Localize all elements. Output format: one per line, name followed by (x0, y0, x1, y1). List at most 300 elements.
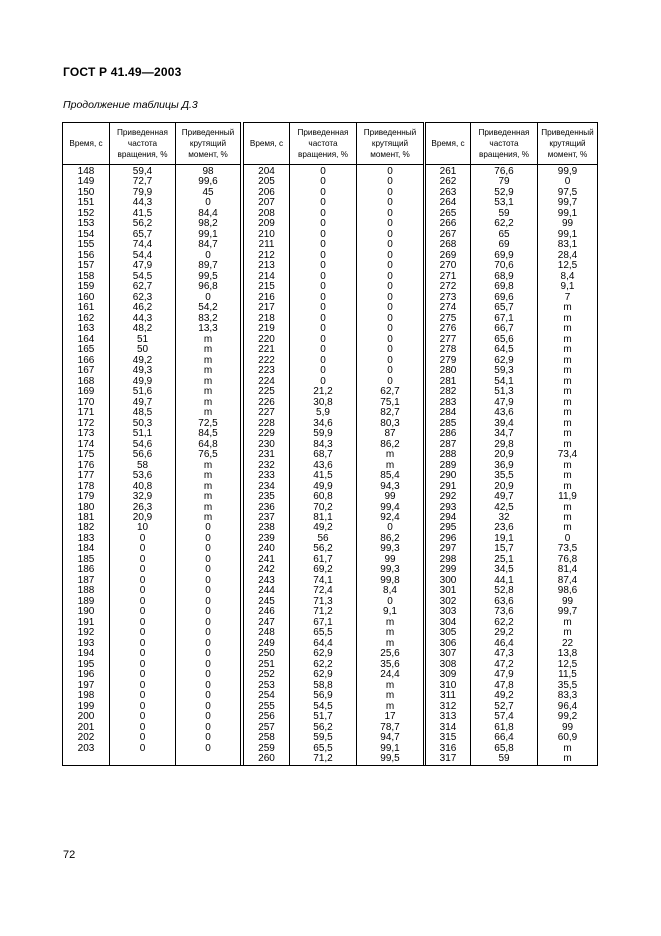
torque-cell: m (538, 419, 598, 429)
speed-cell: 49,7 (471, 492, 538, 502)
time-cell: 226 (244, 398, 290, 408)
torque-cell: m (176, 356, 241, 366)
torque-cell: 0 (176, 597, 241, 607)
time-cell: 236 (244, 503, 290, 513)
torque-cell: 12,5 (538, 261, 598, 271)
torque-cell: 83,1 (538, 240, 598, 250)
time-cell: 198 (63, 691, 110, 701)
speed-cell: 47,3 (471, 649, 538, 659)
speed-cell: 46,4 (471, 639, 538, 649)
speed-cell: 0 (110, 639, 176, 649)
time-cell: 294 (426, 513, 471, 523)
torque-cell: 0 (176, 607, 241, 617)
speed-cell: 43,6 (471, 408, 538, 418)
speed-cell: 59,5 (290, 733, 357, 743)
torque-cell: 24,4 (357, 670, 424, 680)
time-cell: 262 (426, 177, 471, 187)
time-cell: 240 (244, 544, 290, 554)
time-cell: 310 (426, 681, 471, 691)
torque-cell: m (538, 408, 598, 418)
torque-cell: 0 (176, 586, 241, 596)
speed-cell: 0 (290, 219, 357, 229)
torque-cell: 99,5 (176, 272, 241, 282)
torque-cell: m (176, 345, 241, 355)
time-cell: 296 (426, 534, 471, 544)
time-cell: 293 (426, 503, 471, 513)
torque-cell: 99,7 (538, 607, 598, 617)
torque-cell: 0 (176, 733, 241, 743)
speed-cell: 0 (290, 377, 357, 387)
torque-cell: m (357, 461, 424, 471)
speed-cell: 0 (110, 607, 176, 617)
torque-cell: 99,1 (538, 209, 598, 219)
torque-cell: 0 (357, 219, 424, 229)
speed-cell: 62,9 (290, 649, 357, 659)
torque-cell: m (357, 691, 424, 701)
speed-cell: 0 (110, 586, 176, 596)
time-cell: 191 (63, 618, 110, 628)
time-cell: 179 (63, 492, 110, 502)
torque-cell: m (538, 754, 598, 765)
time-cell: 190 (63, 607, 110, 617)
time-cell: 305 (426, 628, 471, 638)
speed-cell: 30,8 (290, 398, 357, 408)
time-cell: 286 (426, 429, 471, 439)
torque-cell: 82,7 (357, 408, 424, 418)
time-cell: 312 (426, 702, 471, 712)
torque-cell: 0 (176, 660, 241, 670)
torque-cell: 0 (176, 198, 241, 208)
speed-cell: 66,7 (471, 324, 538, 334)
torque-cell: 98 (176, 165, 241, 178)
torque-cell: m (538, 523, 598, 533)
torque-cell: 89,7 (176, 261, 241, 271)
time-cell: 196 (63, 670, 110, 680)
torque-cell: m (538, 366, 598, 376)
speed-cell: 47,9 (471, 670, 538, 680)
page-number: 72 (63, 849, 76, 861)
time-cell: 188 (63, 586, 110, 596)
time-cell: 234 (244, 482, 290, 492)
torque-cell: m (176, 398, 241, 408)
torque-cell: m (538, 618, 598, 628)
time-cell: 250 (244, 649, 290, 659)
speed-cell: 70,6 (471, 261, 538, 271)
speed-cell: 0 (290, 324, 357, 334)
time-cell: 247 (244, 618, 290, 628)
time-cell: 315 (426, 733, 471, 743)
speed-cell: 25,1 (471, 555, 538, 565)
speed-cell: 40,8 (110, 482, 176, 492)
time-cell: 307 (426, 649, 471, 659)
time-cell: 243 (244, 576, 290, 586)
torque-cell: 0 (357, 198, 424, 208)
time-cell: 245 (244, 597, 290, 607)
torque-cell: m (357, 618, 424, 628)
speed-cell: 79,9 (110, 188, 176, 198)
speed-cell: 76,6 (471, 165, 538, 178)
speed-cell: 68,7 (290, 450, 357, 460)
speed-cell: 65,5 (290, 744, 357, 754)
time-cell: 208 (244, 209, 290, 219)
time-cell: 222 (244, 356, 290, 366)
time-cell: 175 (63, 450, 110, 460)
col-header-time: Время, с (63, 123, 110, 165)
torque-cell: 0 (538, 177, 598, 187)
time-cell: 284 (426, 408, 471, 418)
speed-cell: 23,6 (471, 523, 538, 533)
torque-cell: m (357, 639, 424, 649)
torque-cell: 0 (357, 377, 424, 387)
time-cell: 279 (426, 356, 471, 366)
torque-cell: 83,3 (538, 691, 598, 701)
time-cell: 200 (63, 712, 110, 722)
torque-cell: 0 (176, 618, 241, 628)
speed-cell: 59,3 (471, 366, 538, 376)
time-cell: 152 (63, 209, 110, 219)
torque-cell: 83,2 (176, 314, 241, 324)
speed-cell: 42,5 (471, 503, 538, 513)
torque-cell: 78,7 (357, 723, 424, 733)
torque-cell: m (176, 482, 241, 492)
time-cell: 202 (63, 733, 110, 743)
speed-cell: 47,9 (110, 261, 176, 271)
time-cell: 274 (426, 303, 471, 313)
time-cell: 230 (244, 440, 290, 450)
torque-cell: 99,1 (176, 230, 241, 240)
torque-cell: m (538, 356, 598, 366)
time-cell: 231 (244, 450, 290, 460)
time-cell: 213 (244, 261, 290, 271)
speed-cell: 0 (290, 345, 357, 355)
torque-cell: 0 (176, 670, 241, 680)
torque-cell: 45 (176, 188, 241, 198)
time-cell: 239 (244, 534, 290, 544)
torque-cell: 99,3 (357, 565, 424, 575)
speed-cell: 47,2 (471, 660, 538, 670)
torque-cell: m (538, 387, 598, 397)
speed-cell: 71,3 (290, 597, 357, 607)
torque-cell: 0 (357, 293, 424, 303)
speed-cell: 56 (290, 534, 357, 544)
speed-cell: 58,8 (290, 681, 357, 691)
table-header-row (63, 123, 598, 165)
speed-cell: 49,2 (471, 691, 538, 701)
time-cell: 210 (244, 230, 290, 240)
torque-cell: 12,5 (538, 660, 598, 670)
torque-cell: m (176, 503, 241, 513)
torque-cell: m (538, 482, 598, 492)
time-cell: 314 (426, 723, 471, 733)
speed-cell: 0 (110, 660, 176, 670)
speed-cell: 49,2 (110, 356, 176, 366)
torque-cell: 0 (357, 282, 424, 292)
torque-cell: 0 (357, 230, 424, 240)
time-cell: 158 (63, 272, 110, 282)
torque-cell: 72,5 (176, 419, 241, 429)
torque-cell: 85,4 (357, 471, 424, 481)
speed-cell: 59,9 (290, 429, 357, 439)
torque-cell: 96,4 (538, 702, 598, 712)
torque-cell: 99,6 (176, 177, 241, 187)
speed-cell: 68,9 (471, 272, 538, 282)
torque-cell: 35,5 (538, 681, 598, 691)
time-cell: 207 (244, 198, 290, 208)
torque-cell: 0 (357, 240, 424, 250)
torque-cell: 9,1 (357, 607, 424, 617)
speed-cell: 0 (110, 670, 176, 680)
speed-cell: 35,5 (471, 471, 538, 481)
torque-cell: m (538, 335, 598, 345)
col-header-torque: Приведенный крутящий момент, % (538, 123, 598, 165)
speed-cell: 44,3 (110, 198, 176, 208)
torque-cell: 11,9 (538, 492, 598, 502)
time-cell: 267 (426, 230, 471, 240)
speed-cell: 20,9 (110, 513, 176, 523)
speed-cell: 58 (110, 461, 176, 471)
speed-cell: 59 (471, 754, 538, 765)
torque-cell: 0 (176, 628, 241, 638)
time-cell: 221 (244, 345, 290, 355)
time-cell: 199 (63, 702, 110, 712)
speed-cell: 46,2 (110, 303, 176, 313)
speed-cell: 69,6 (471, 293, 538, 303)
time-cell: 303 (426, 607, 471, 617)
col-header-speed: Приведенная частота вращения, % (471, 123, 538, 165)
time-cell: 271 (426, 272, 471, 282)
time-cell: 251 (244, 660, 290, 670)
speed-cell: 20,9 (471, 482, 538, 492)
torque-cell: 60,9 (538, 733, 598, 743)
speed-cell: 39,4 (471, 419, 538, 429)
speed-cell: 56,6 (110, 450, 176, 460)
speed-cell: 63,6 (471, 597, 538, 607)
time-cell: 309 (426, 670, 471, 680)
data-table (62, 122, 598, 766)
speed-cell: 73,6 (471, 607, 538, 617)
speed-cell: 43,6 (290, 461, 357, 471)
speed-cell: 69 (471, 240, 538, 250)
time-cell: 160 (63, 293, 110, 303)
torque-cell: 0 (357, 324, 424, 334)
time-cell: 182 (63, 523, 110, 533)
time-cell: 255 (244, 702, 290, 712)
torque-cell: 0 (357, 188, 424, 198)
col-header-time: Время, с (426, 123, 471, 165)
speed-cell: 0 (290, 293, 357, 303)
torque-cell: 0 (176, 723, 241, 733)
time-cell: 165 (63, 345, 110, 355)
speed-cell: 66,4 (471, 733, 538, 743)
speed-cell: 34,5 (471, 565, 538, 575)
torque-cell: 86,2 (357, 534, 424, 544)
torque-cell: m (538, 345, 598, 355)
time-cell: 162 (63, 314, 110, 324)
speed-cell: 0 (290, 335, 357, 345)
time-cell: 153 (63, 219, 110, 229)
time-cell: 187 (63, 576, 110, 586)
speed-cell: 41,5 (110, 209, 176, 219)
speed-cell: 36,9 (471, 461, 538, 471)
torque-cell: 99,3 (357, 544, 424, 554)
time-cell: 311 (426, 691, 471, 701)
torque-cell: 0 (357, 209, 424, 219)
torque-cell: 0 (357, 303, 424, 313)
speed-cell: 62,9 (471, 356, 538, 366)
time-cell: 209 (244, 219, 290, 229)
time-cell: 169 (63, 387, 110, 397)
time-cell: 173 (63, 429, 110, 439)
torque-cell: 92,4 (357, 513, 424, 523)
table-caption: Продолжение таблицы Д.3 (63, 99, 198, 111)
time-cell: 183 (63, 534, 110, 544)
torque-cell: m (538, 503, 598, 513)
torque-cell: 86,2 (357, 440, 424, 450)
time-cell: 285 (426, 419, 471, 429)
time-cell: 304 (426, 618, 471, 628)
time-cell: 203 (63, 744, 110, 754)
torque-cell: 54,2 (176, 303, 241, 313)
time-cell: 228 (244, 419, 290, 429)
speed-cell: 72,7 (110, 177, 176, 187)
speed-cell: 0 (110, 649, 176, 659)
speed-cell: 0 (290, 240, 357, 250)
time-cell: 195 (63, 660, 110, 670)
torque-cell: 0 (176, 712, 241, 722)
time-cell: 176 (63, 461, 110, 471)
time-cell: 148 (63, 165, 110, 178)
time-cell: 204 (244, 165, 290, 178)
torque-cell (176, 754, 241, 765)
torque-cell: 13,3 (176, 324, 241, 334)
torque-cell: m (538, 513, 598, 523)
torque-cell: 99,2 (538, 712, 598, 722)
time-cell: 201 (63, 723, 110, 733)
speed-cell: 0 (110, 691, 176, 701)
time-cell: 258 (244, 733, 290, 743)
time-cell: 218 (244, 314, 290, 324)
speed-cell: 56,9 (290, 691, 357, 701)
speed-cell (110, 754, 176, 765)
speed-cell: 54,5 (290, 702, 357, 712)
time-cell: 177 (63, 471, 110, 481)
time-cell: 266 (426, 219, 471, 229)
torque-cell: 0 (176, 691, 241, 701)
time-cell: 270 (426, 261, 471, 271)
time-cell: 211 (244, 240, 290, 250)
speed-cell: 52,8 (471, 586, 538, 596)
torque-cell: 0 (176, 639, 241, 649)
torque-cell: m (538, 744, 598, 754)
torque-cell: m (538, 461, 598, 471)
time-cell: 185 (63, 555, 110, 565)
time-cell: 186 (63, 565, 110, 575)
time-cell: 151 (63, 198, 110, 208)
torque-cell: 87 (357, 429, 424, 439)
speed-cell: 0 (110, 681, 176, 691)
time-cell: 260 (244, 754, 290, 765)
speed-cell: 61,7 (290, 555, 357, 565)
time-cell: 214 (244, 272, 290, 282)
torque-cell: 22 (538, 639, 598, 649)
time-cell: 232 (244, 461, 290, 471)
time-cell: 154 (63, 230, 110, 240)
speed-cell: 53,1 (471, 198, 538, 208)
speed-cell: 64,5 (471, 345, 538, 355)
time-cell: 290 (426, 471, 471, 481)
torque-cell: m (176, 471, 241, 481)
torque-cell: m (176, 408, 241, 418)
time-cell: 292 (426, 492, 471, 502)
speed-cell: 0 (110, 628, 176, 638)
speed-cell: 71,2 (290, 754, 357, 765)
time-cell: 248 (244, 628, 290, 638)
time-cell: 157 (63, 261, 110, 271)
speed-cell: 56,2 (110, 219, 176, 229)
speed-cell: 62,3 (110, 293, 176, 303)
time-cell: 298 (426, 555, 471, 565)
speed-cell: 34,7 (471, 429, 538, 439)
col-header-time: Время, с (244, 123, 290, 165)
speed-cell: 0 (290, 366, 357, 376)
time-cell: 219 (244, 324, 290, 334)
torque-cell: m (538, 398, 598, 408)
torque-cell: 99 (538, 597, 598, 607)
torque-cell: 76,5 (176, 450, 241, 460)
speed-cell: 62,2 (290, 660, 357, 670)
torque-cell: m (538, 471, 598, 481)
torque-cell: 35,6 (357, 660, 424, 670)
torque-cell: m (176, 461, 241, 471)
time-cell: 194 (63, 649, 110, 659)
time-cell: 302 (426, 597, 471, 607)
torque-cell: m (357, 628, 424, 638)
torque-cell: 8,4 (538, 272, 598, 282)
speed-cell: 74,1 (290, 576, 357, 586)
speed-cell: 0 (110, 618, 176, 628)
time-cell: 316 (426, 744, 471, 754)
speed-cell: 65 (471, 230, 538, 240)
torque-cell: m (538, 440, 598, 450)
speed-cell: 0 (290, 314, 357, 324)
time-cell: 287 (426, 440, 471, 450)
torque-cell: m (538, 314, 598, 324)
speed-cell: 57,4 (471, 712, 538, 722)
torque-cell: 0 (357, 366, 424, 376)
time-cell: 246 (244, 607, 290, 617)
speed-cell: 51,6 (110, 387, 176, 397)
torque-cell: m (357, 681, 424, 691)
table-row (63, 450, 598, 460)
time-cell: 256 (244, 712, 290, 722)
speed-cell: 62,2 (471, 618, 538, 628)
time-cell: 272 (426, 282, 471, 292)
speed-cell: 44,1 (471, 576, 538, 586)
time-cell: 273 (426, 293, 471, 303)
speed-cell: 64,4 (290, 639, 357, 649)
time-cell: 193 (63, 639, 110, 649)
torque-cell: 0 (357, 356, 424, 366)
torque-cell: 99,1 (538, 230, 598, 240)
torque-cell: 75,1 (357, 398, 424, 408)
time-cell: 164 (63, 335, 110, 345)
torque-cell: m (176, 387, 241, 397)
speed-cell: 62,9 (290, 670, 357, 680)
time-cell: 159 (63, 282, 110, 292)
torque-cell: 99,7 (538, 198, 598, 208)
speed-cell: 20,9 (471, 450, 538, 460)
time-cell: 225 (244, 387, 290, 397)
